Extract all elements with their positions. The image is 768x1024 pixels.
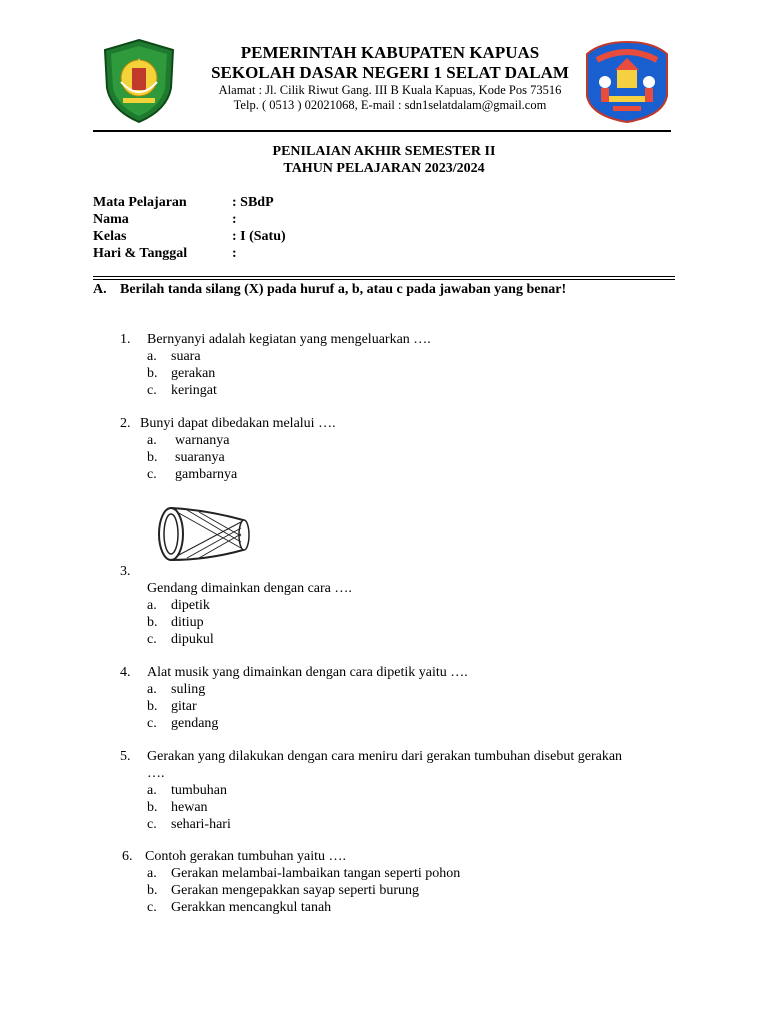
option-list — [120, 681, 468, 732]
option-text: gerakan — [171, 366, 216, 381]
school-contact: Telp. ( 0513 ) 02021068, E-mail : sdn1selatdalam@gmail.com — [233, 98, 547, 112]
option-text: gambarnya — [175, 467, 238, 482]
school-address: Alamat : Jl. Cilik Riwut Gang. III B Kuala Kapuas, Kode Pos 73516 — [218, 83, 562, 97]
identity-row-date — [93, 245, 286, 262]
option-text: tumbuhan — [171, 783, 227, 798]
option-letter: b. — [147, 615, 158, 630]
exam-title-line2: TAHUN PELAJARAN 2023/2024 — [283, 161, 485, 176]
option-text: gitar — [171, 699, 197, 714]
question-3 — [120, 563, 352, 648]
option-letter: c. — [147, 817, 157, 832]
option-text: warnanya — [175, 433, 230, 448]
school-name: SEKOLAH DASAR NEGERI 1 SELAT DALAM — [211, 63, 569, 82]
section-letter: A. — [93, 282, 107, 297]
question-stem — [120, 580, 352, 648]
question-5 — [120, 748, 622, 833]
government-name: PEMERINTAH KABUPATEN KAPUAS — [240, 43, 540, 62]
option-letter: b. — [147, 699, 158, 714]
option-b[interactable] — [147, 698, 468, 715]
section-instruction-text: Berilah tanda silang (X) pada huruf a, b, atau c pada jawaban yang benar! — [120, 282, 567, 297]
option-text: dipukul — [171, 632, 214, 647]
option-text: dipetik — [171, 598, 210, 613]
letterhead-divider — [93, 130, 671, 132]
option-text: suara — [171, 349, 201, 364]
identity-row-subject — [93, 194, 286, 211]
option-text: hewan — [171, 800, 208, 815]
identity-label: Nama — [93, 212, 129, 227]
regency-emblem-logo — [103, 38, 175, 124]
option-letter: c. — [147, 632, 157, 647]
question-number: 5. — [120, 749, 131, 764]
identity-row-name — [93, 211, 286, 228]
identity-block — [93, 194, 286, 262]
option-letter: a. — [147, 433, 157, 448]
option-c[interactable] — [147, 899, 460, 916]
section-divider-bottom — [93, 279, 675, 280]
option-a[interactable] — [147, 432, 336, 449]
option-text: suaranya — [175, 450, 225, 465]
option-text: Gerakan mengepakkan sayap seperti burung — [171, 883, 420, 898]
option-letter: c. — [147, 383, 157, 398]
option-a[interactable] — [147, 681, 468, 698]
option-c[interactable] — [147, 382, 431, 399]
exam-title — [93, 143, 675, 177]
option-list — [120, 432, 336, 483]
option-b[interactable] — [147, 799, 622, 816]
option-a[interactable] — [147, 865, 460, 882]
option-letter: b. — [147, 800, 158, 815]
school-emblem-logo — [583, 40, 671, 124]
question-number-row — [120, 563, 352, 580]
identity-value: : — [232, 246, 237, 261]
question-stem — [122, 848, 460, 865]
option-text: gendang — [171, 716, 219, 731]
option-letter: a. — [147, 783, 157, 798]
identity-label: Mata Pelajaran — [93, 195, 187, 210]
question-2 — [120, 415, 336, 483]
option-text: Gerakan melambai-lambaikan tangan seperti pohon — [171, 866, 461, 881]
question-number: 3. — [120, 564, 131, 579]
option-letter: a. — [147, 682, 157, 697]
question-text: Bernyanyi adalah kegiatan yang mengeluarkan …. — [147, 332, 431, 347]
drum-image — [147, 498, 263, 570]
option-c[interactable] — [147, 466, 336, 483]
question-text: Gendang dimainkan dengan cara …. — [147, 581, 352, 596]
option-b[interactable] — [147, 614, 352, 631]
option-c[interactable] — [147, 816, 622, 833]
option-c[interactable] — [147, 631, 352, 648]
option-letter: b. — [147, 366, 158, 381]
question-number: 2. — [120, 416, 131, 431]
option-letter: a. — [147, 598, 157, 613]
option-letter: b. — [147, 450, 158, 465]
option-letter: a. — [147, 349, 157, 364]
option-text: Gerakkan mencangkul tanah — [171, 900, 332, 915]
question-text: Alat musik yang dimainkan dengan cara dipetik yaitu …. — [147, 665, 468, 680]
option-b[interactable] — [147, 882, 460, 899]
question-number: 1. — [120, 332, 131, 347]
section-instruction — [93, 281, 566, 298]
question-stem — [120, 664, 468, 681]
option-text: keringat — [171, 383, 217, 398]
option-a[interactable] — [147, 348, 431, 365]
question-text: Gerakan yang dilakukan dengan cara meniru dari gerakan tumbuhan disebut gerakan — [147, 749, 623, 764]
identity-value: : — [232, 212, 237, 227]
option-text: suling — [171, 682, 206, 697]
option-b[interactable] — [147, 449, 336, 466]
option-c[interactable] — [147, 715, 468, 732]
question-stem — [120, 748, 622, 765]
option-b[interactable] — [147, 365, 431, 382]
question-6 — [122, 848, 460, 916]
identity-row-class — [93, 228, 286, 245]
identity-value: : I (Satu) — [232, 229, 286, 244]
identity-value: : SBdP — [232, 195, 274, 210]
question-1 — [120, 331, 431, 399]
school-letterhead — [190, 43, 590, 113]
option-letter: c. — [147, 716, 157, 731]
option-letter: b. — [147, 883, 158, 898]
option-text: sehari-hari — [171, 817, 231, 832]
question-text: Contoh gerakan tumbuhan yaitu …. — [145, 849, 347, 864]
option-a[interactable] — [147, 597, 352, 614]
exam-title-line1: PENILAIAN AKHIR SEMESTER II — [272, 144, 496, 159]
question-stem — [120, 331, 431, 348]
option-a[interactable] — [147, 782, 622, 799]
option-list — [122, 865, 460, 916]
question-text-continued: …. — [147, 766, 165, 781]
question-number: 4. — [120, 665, 131, 680]
question-4 — [120, 664, 468, 732]
question-text: Bunyi dapat dibedakan melalui …. — [140, 416, 336, 431]
identity-label: Kelas — [93, 229, 127, 244]
question-stem — [120, 415, 336, 432]
identity-label: Hari & Tanggal — [93, 246, 188, 261]
option-text: ditiup — [171, 615, 204, 630]
option-letter: c. — [147, 467, 157, 482]
option-letter: c. — [147, 900, 157, 915]
question-number: 6. — [122, 849, 133, 864]
option-list — [120, 348, 431, 399]
section-divider-top — [93, 276, 675, 277]
option-letter: a. — [147, 866, 157, 881]
option-list — [120, 765, 622, 833]
